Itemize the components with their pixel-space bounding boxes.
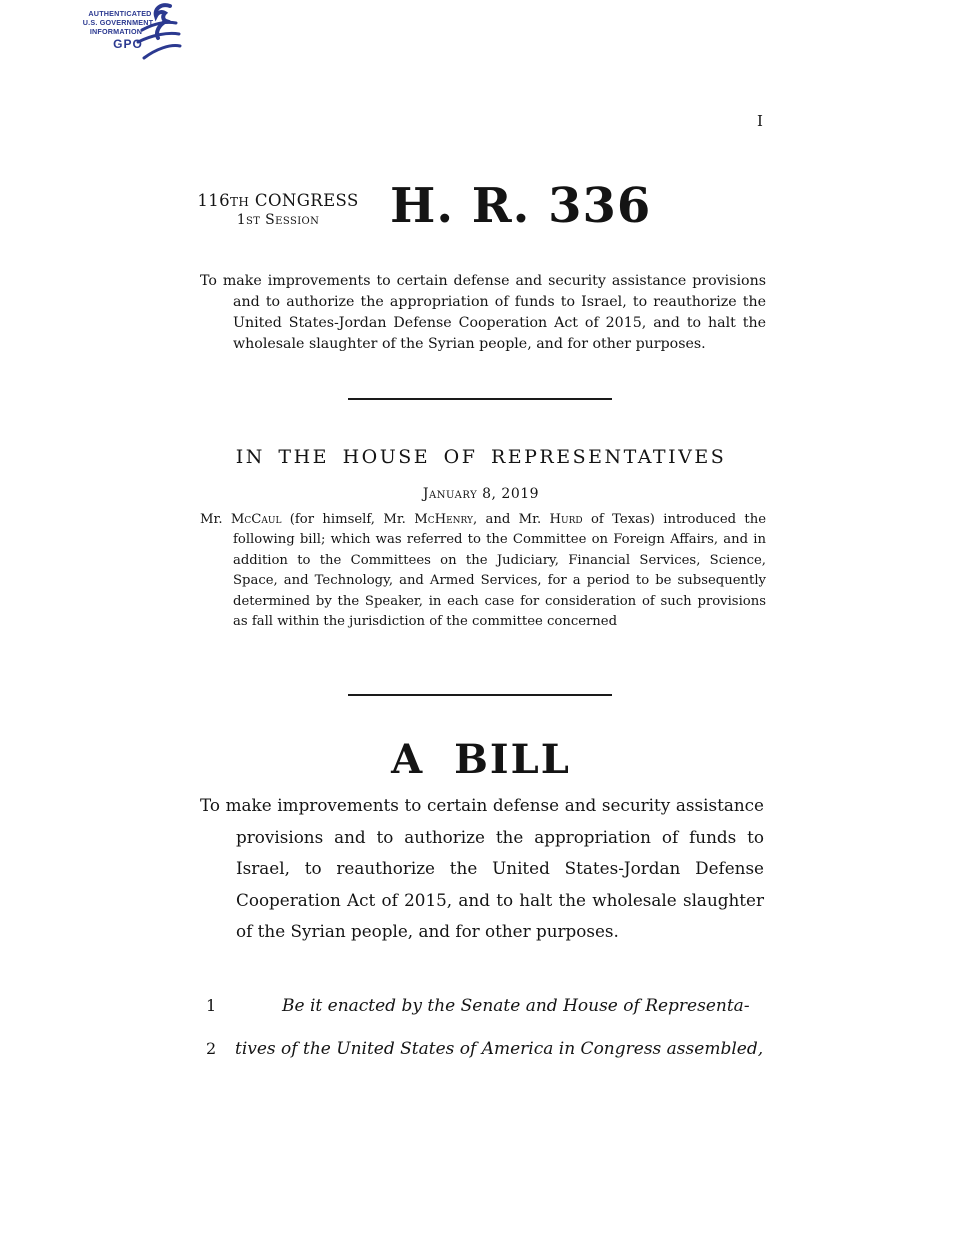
gpo-logo-mark: GPO bbox=[113, 37, 143, 51]
separator-rule-bottom bbox=[348, 694, 612, 696]
enacting-clause bbox=[206, 996, 768, 1081]
congress-line: 116th CONGRESS bbox=[197, 191, 359, 210]
sponsor-name-mccaul: McCaul bbox=[230, 512, 282, 527]
bill-text-line bbox=[206, 1039, 768, 1082]
sponsor-name-mchenry: McHenry bbox=[414, 512, 473, 527]
line-text: Be it enacted by the Senate and House of Representa- bbox=[282, 996, 750, 1016]
line-text: tives of the United States of America in Congress assembled, bbox=[235, 1038, 764, 1059]
gpo-logo bbox=[58, 2, 188, 66]
sponsor-seg3: of Texas) introduced the following bill; which was referred to the Committee on Foreign Affairs, and in addition to the Committees on the Judiciary, Financial Services, Science, Space, and Technology, and Armed Services, for a period to be subsequently determined by the Speaker, in each case for consideration of such provisions as fall within the jurisdiction of the committee concerned bbox=[233, 512, 766, 630]
gpo-logo-line1: AUTHENTICATED bbox=[88, 9, 152, 18]
congress-session-block bbox=[197, 191, 359, 229]
chamber-heading: IN THE HOUSE OF REPRESENTATIVES bbox=[235, 446, 727, 468]
sponsor-name-hurd: Hurd bbox=[549, 512, 583, 527]
line-number: 1 bbox=[206, 996, 217, 1015]
separator-rule-top bbox=[348, 398, 612, 400]
bill-long-title: To make improvements to certain defense and security assistance provisions and to authorize the appropriation of funds to Israel, to reauthorize the United States-Jordan Defense Cooperation Act of 2015, and to halt the wholesale slaughter of the Syrian people, and for other purposes. bbox=[200, 795, 764, 941]
sponsor-paragraph bbox=[200, 510, 766, 632]
line-number: 2 bbox=[206, 1038, 217, 1058]
bill-text-line bbox=[206, 996, 768, 1039]
official-title-summary: To make improvements to certain defense and security assistance provisions and to authorize the appropriation of funds to Israel, to reauthorize the United States-Jordan Defense Cooperation Act of 2015, and to halt the wholesale slaughter of the Syrian people, and for other purposes. bbox=[200, 273, 766, 352]
page-number: I bbox=[757, 112, 763, 130]
sponsor-seg1: (for himself, Mr. bbox=[281, 512, 415, 527]
sponsor-seg2: , and Mr. bbox=[473, 512, 550, 527]
gpo-logo-line3: INFORMATION bbox=[89, 27, 143, 36]
session-line: 1st Session bbox=[236, 211, 320, 228]
bill-heading: A BILL bbox=[391, 736, 571, 783]
gpo-logo-line2: U.S. GOVERNMENT bbox=[82, 18, 154, 27]
sponsor-seg0: Mr. bbox=[200, 512, 231, 527]
bill-number: H. R. 336 bbox=[390, 178, 652, 234]
introduction-date: January 8, 2019 bbox=[422, 486, 540, 502]
